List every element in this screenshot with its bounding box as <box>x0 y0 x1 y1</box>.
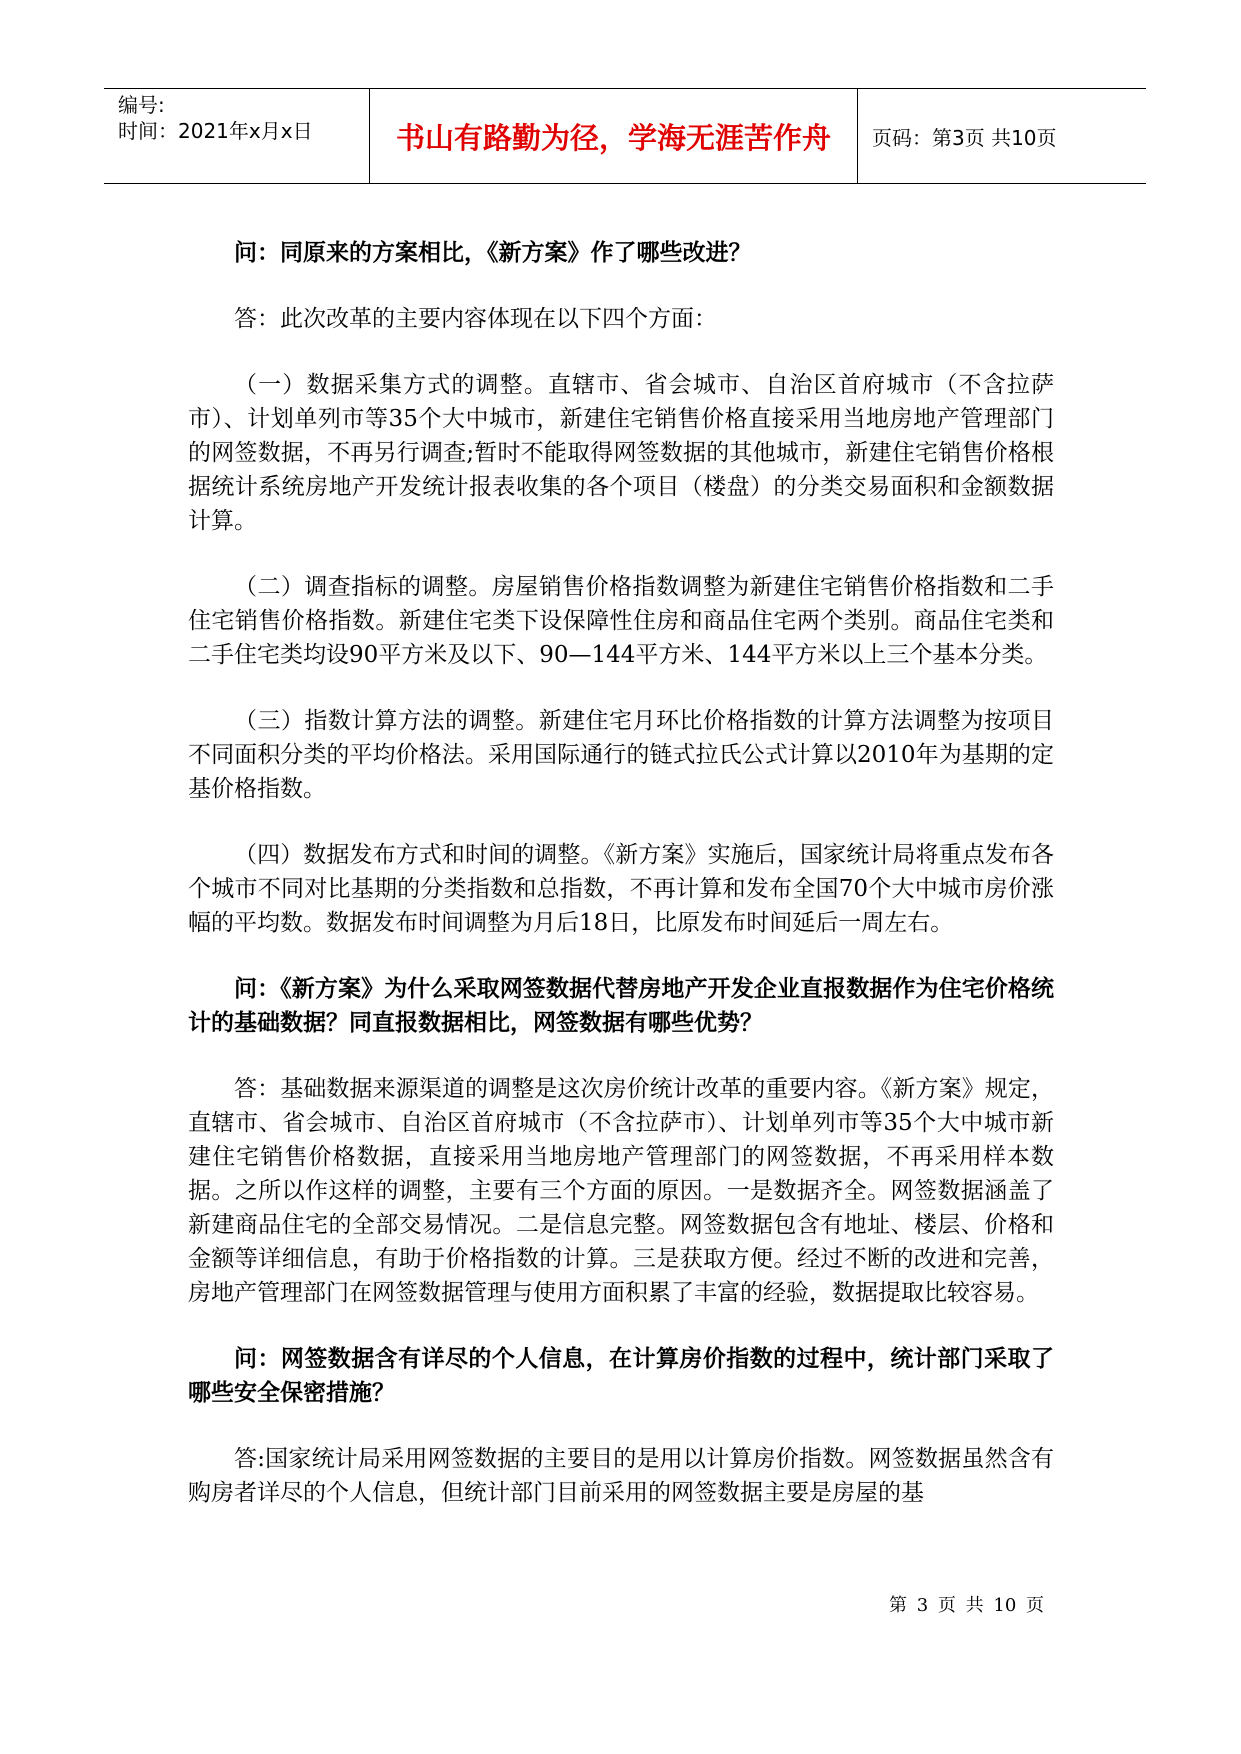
answer-paragraph: （四）数据发布方式和时间的调整。《新方案》实施后，国家统计局将重点发布各个城市不同对比基期的分类指数和总指数，不再计算和发布全国70个大中城市房价涨幅的平均数。数据发布时间调整为月后18日，比原发布时间延后一周左右。 <box>188 842 1054 936</box>
answer-paragraph: 答：此次改革的主要内容体现在以下四个方面： <box>234 306 717 332</box>
answer-paragraph: 答:国家统计局采用网签数据的主要目的是用以计算房价指数。网签数据虽然含有购房者详尽的个人信息，但统计部门目前采用的网签数据主要是房屋的基 <box>188 1446 1054 1506</box>
header-motto: 书山有路勤为径，学海无涯苦作舟 <box>370 89 858 183</box>
serial-number-label: 编号: <box>118 93 165 117</box>
header-page-info: 页码：第3页 共10页 <box>872 125 1057 150</box>
answer-paragraph: （二）调查指标的调整。房屋销售价格指数调整为新建住宅销售价格指数和二手住宅销售价格指数。新建住宅类下设保障性住房和商品住宅两个类别。商品住宅类和二手住宅类均设90平方米及以下、90—144平方米、144平方米以上三个基本分类。 <box>188 574 1054 668</box>
answer-paragraph: （三）指数计算方法的调整。新建住宅月环比价格指数的计算方法调整为按项目不同面积分类的平均价格法。采用国际通行的链式拉氏公式计算以2010年为基期的定基价格指数。 <box>188 708 1054 802</box>
question-paragraph: 问：网签数据含有详尽的个人信息，在计算房价指数的过程中，统计部门采取了哪些安全保密措施？ <box>188 1346 1054 1406</box>
page-footer: 第 3 页 共 10 页 <box>889 1595 1044 1616</box>
date-label: 时间：2021年x月x日 <box>118 119 313 143</box>
question-paragraph: 问：同原来的方案相比，《新方案》作了哪些改进？ <box>234 240 752 266</box>
answer-paragraph: （一）数据采集方式的调整。直辖市、省会城市、自治区首府城市（不含拉萨市）、计划单列市等35个大中城市，新建住宅销售价格直接采用当地房地产管理部门的网签数据，不再另行调查;暂时不能取得网签数据的其他城市，新建住宅销售价格根据统计系统房地产开发统计报表收集的各个项目（楼盘）的分类交易面积和金额数据计算。 <box>188 372 1054 534</box>
document-header <box>104 88 1146 184</box>
answer-paragraph: 答：基础数据来源渠道的调整是这次房价统计改革的重要内容。《新方案》规定，直辖市、省会城市、自治区首府城市（不含拉萨市）、计划单列市等35个大中城市新建住宅销售价格数据，直接采用当地房地产管理部门的网签数据，不再采用样本数据。之所以作这样的调整，主要有三个方面的原因。一是数据齐全。网签数据涵盖了新建商品住宅的全部交易情况。二是信息完整。网签数据包含有地址、楼层、价格和金额等详细信息，有助于价格指数的计算。三是获取方便。经过不断的改进和完善，房地产管理部门在网签数据管理与使用方面积累了丰富的经验，数据提取比较容易。 <box>188 1076 1054 1306</box>
question-paragraph: 问：《新方案》为什么采取网签数据代替房地产开发企业直报数据作为住宅价格统计的基础数据？同直报数据相比，网签数据有哪些优势？ <box>188 976 1054 1036</box>
document-body <box>188 236 1054 1542</box>
header-left-cell <box>104 89 370 183</box>
